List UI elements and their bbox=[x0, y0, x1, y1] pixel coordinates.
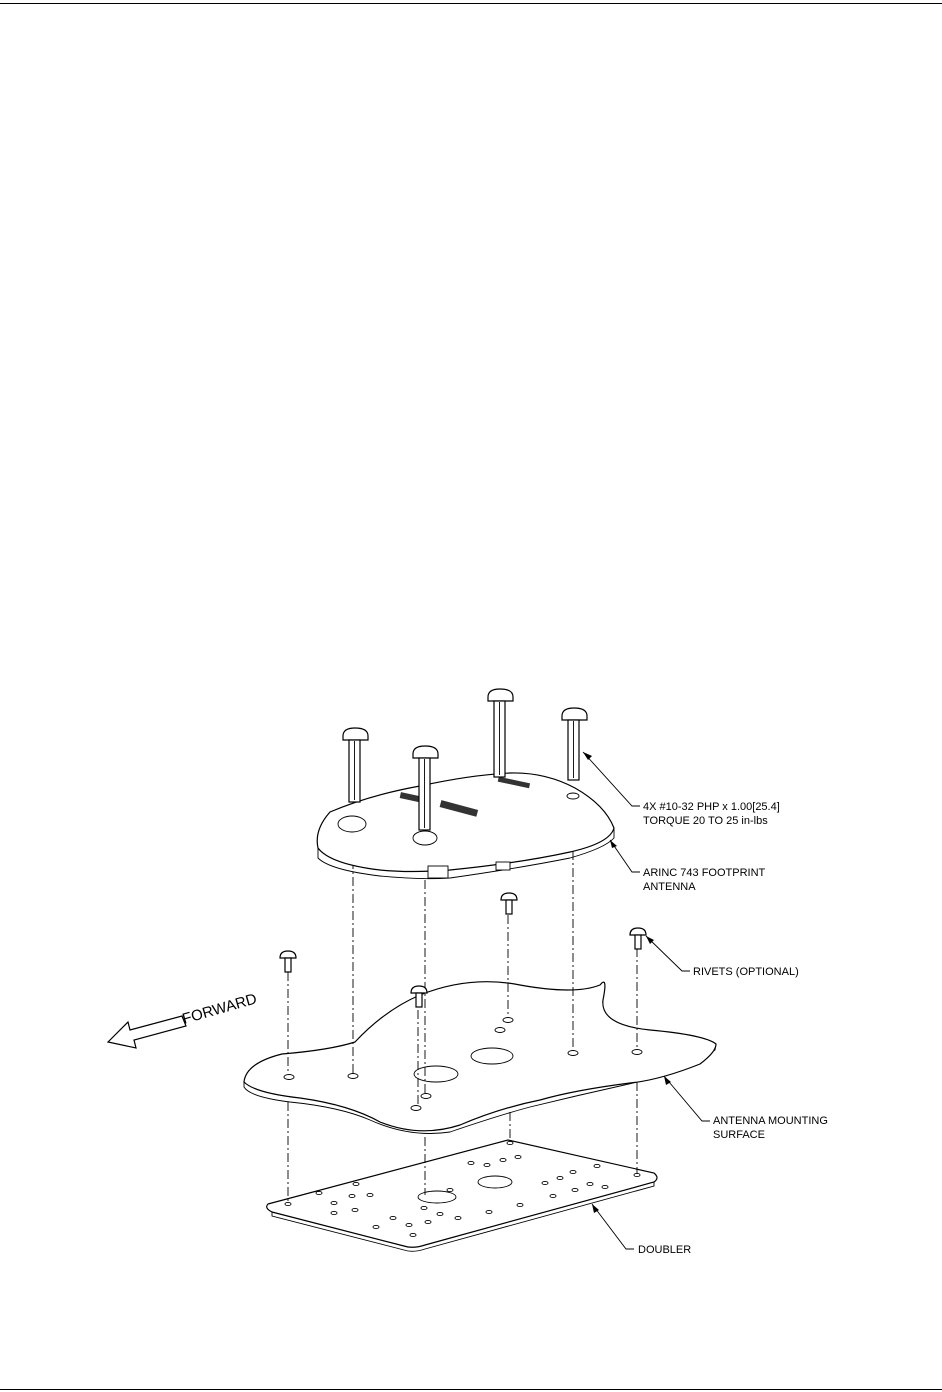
mounting-surface-label-line1: ANTENNA MOUNTING bbox=[713, 1115, 828, 1127]
callout-screws bbox=[643, 801, 780, 827]
rivet-4 bbox=[630, 928, 646, 949]
callout-antenna bbox=[643, 867, 766, 893]
rivet-1 bbox=[280, 951, 296, 972]
antenna-mounting-surface bbox=[244, 982, 716, 1134]
screw-3 bbox=[488, 689, 513, 777]
mounting-surface-label-line2: SURFACE bbox=[713, 1129, 765, 1141]
screw-1 bbox=[343, 728, 368, 802]
screws-label-line2: TORQUE 20 TO 25 in-lbs bbox=[643, 815, 768, 827]
callout-doubler bbox=[638, 1244, 691, 1256]
antenna-label-line2: ANTENNA bbox=[643, 881, 696, 893]
forward-arrow bbox=[108, 990, 259, 1048]
rivet-3 bbox=[501, 893, 517, 914]
arinc-743-antenna bbox=[317, 773, 614, 879]
callout-mounting-surface bbox=[713, 1115, 828, 1141]
screws-label-line1: 4X #10-32 PHP x 1.00[25.4] bbox=[643, 801, 780, 813]
rivets-label: RIVETS (OPTIONAL) bbox=[693, 966, 799, 978]
doubler-label: DOUBLER bbox=[638, 1244, 692, 1256]
doubler-plate bbox=[267, 1140, 657, 1251]
antenna-label-line1: ARINC 743 FOOTPRINT bbox=[643, 867, 766, 879]
callout-rivets bbox=[693, 966, 799, 978]
screw-4 bbox=[562, 708, 587, 780]
forward-label: FORWARD bbox=[180, 990, 259, 1028]
